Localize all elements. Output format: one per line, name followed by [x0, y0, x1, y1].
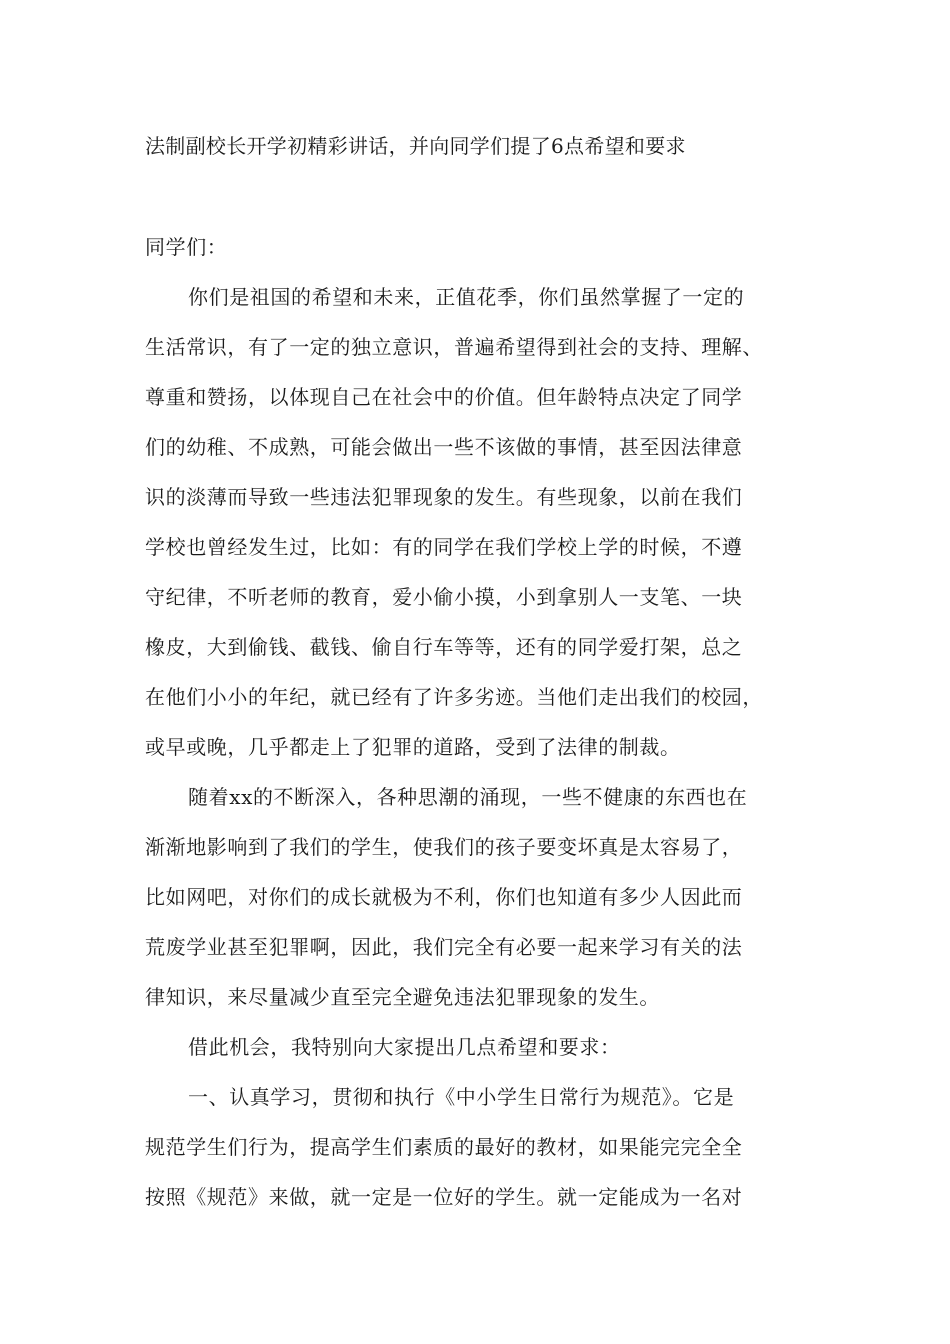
- paragraph-line: 学校也曾经发生过，比如：有的同学在我们学校上学的时候，不遵: [145, 535, 743, 559]
- document-title: 法制副校长开学初精彩讲话，并向同学们提了6点希望和要求: [145, 134, 686, 158]
- paragraph-line: 生活常识，有了一定的独立意识，普遍希望得到社会的支持、理解、: [145, 335, 763, 359]
- paragraph-line: 在他们小小的年纪，就已经有了许多劣迹。当他们走出我们的校园，: [145, 685, 763, 709]
- paragraph-line: 荒废学业甚至犯罪啊，因此，我们完全有必要一起来学习有关的法: [145, 935, 743, 959]
- paragraph-line: 借此机会，我特别向大家提出几点希望和要求：: [188, 1035, 621, 1059]
- paragraph-line: 律知识，来尽量减少直至完全避免违法犯罪现象的发生。: [145, 985, 660, 1009]
- paragraph-line: 尊重和赞扬，以体现自己在社会中的价值。但年龄特点决定了同学: [145, 385, 743, 409]
- paragraph-line: 识的淡薄而导致一些违法犯罪现象的发生。有些现象，以前在我们: [145, 485, 743, 509]
- paragraph-line: 比如网吧，对你们的成长就极为不利，你们也知道有多少人因此而: [145, 885, 743, 909]
- paragraph-line: 渐渐地影响到了我们的学生，使我们的孩子要变坏真是太容易了，: [145, 835, 743, 859]
- paragraph-line: 规范学生们行为，提高学生们素质的最好的教材，如果能完完全全: [145, 1135, 743, 1159]
- salutation-line: 同学们：: [145, 235, 228, 259]
- paragraph-line: 橡皮，大到偷钱、截钱、偷自行车等等，还有的同学爱打架，总之: [145, 635, 743, 659]
- document-body: [145, 232, 825, 1232]
- paragraph-line: 按照《规范》来做，就一定是一位好的学生。就一定能成为一名对: [145, 1185, 743, 1209]
- paragraph-line: 守纪律，不听老师的教育，爱小偷小摸，小到拿别人一支笔、一块: [145, 585, 743, 609]
- paragraph-line: 一、认真学习，贯彻和执行《中小学生日常行为规范》。它是: [188, 1085, 735, 1109]
- paragraph-line: 或早或晚，几乎都走上了犯罪的道路，受到了法律的制裁。: [145, 735, 681, 759]
- paragraph-line: 们的幼稚、不成熟，可能会做出一些不该做的事情，甚至因法律意: [145, 435, 743, 459]
- paragraph-line: 随着xx的不断深入，各种思潮的涌现，一些不健康的东西也在: [188, 785, 748, 809]
- paragraph-line: 你们是祖国的希望和未来，正值花季，你们虽然掌握了一定的: [188, 285, 745, 309]
